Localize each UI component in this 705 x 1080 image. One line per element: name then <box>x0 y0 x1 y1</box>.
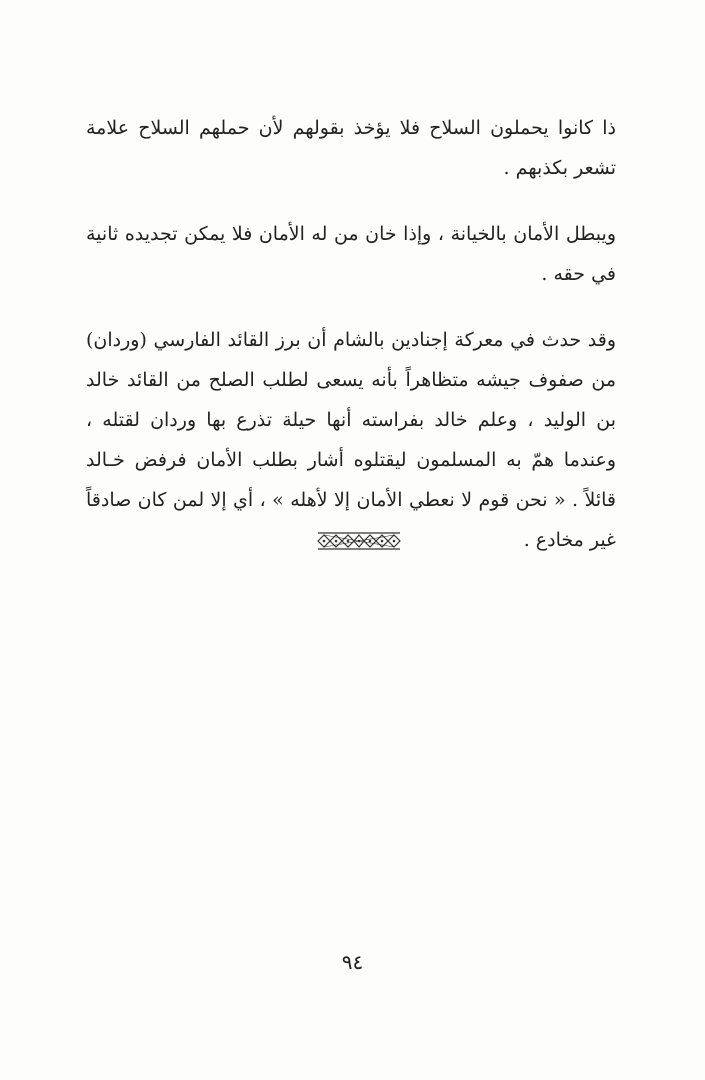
paragraph-1: ذا كانوا يحملون السلاح فلا يؤخذ بقولهم لأن حملهم السلاح علامة تشعر بكذبهم . <box>86 117 616 179</box>
body-text <box>86 108 616 586</box>
decorative-separator-icon <box>316 530 402 552</box>
paragraph-2: ويبطل الأمان بالخيانة ، وإذا خان من له الأمان فلا يمكن تجديده ثانية في حقه . <box>86 223 616 285</box>
page-number: ٩٤ <box>341 950 364 974</box>
paragraph-3: وقد حدث في معركة إجنادين بالشام أن برز القائد الفارسي (وردان) من صفوف جيشه متظاهراً بأنه يسعى لطلب الصلح من القائد خالد بن الوليد ، وعلم خالد بفراسته أنها حيلة تذرع بها وردان لقتله ، وعندما همّ به المسلمون ليقتلوه أشار بطلب الأمان فرفض خـالد قائلاً . « نحن قوم لا نعطي الأمان إلا لأهله » ، أي إلا لمن كان صادقاً غير مخادع . <box>86 329 616 551</box>
